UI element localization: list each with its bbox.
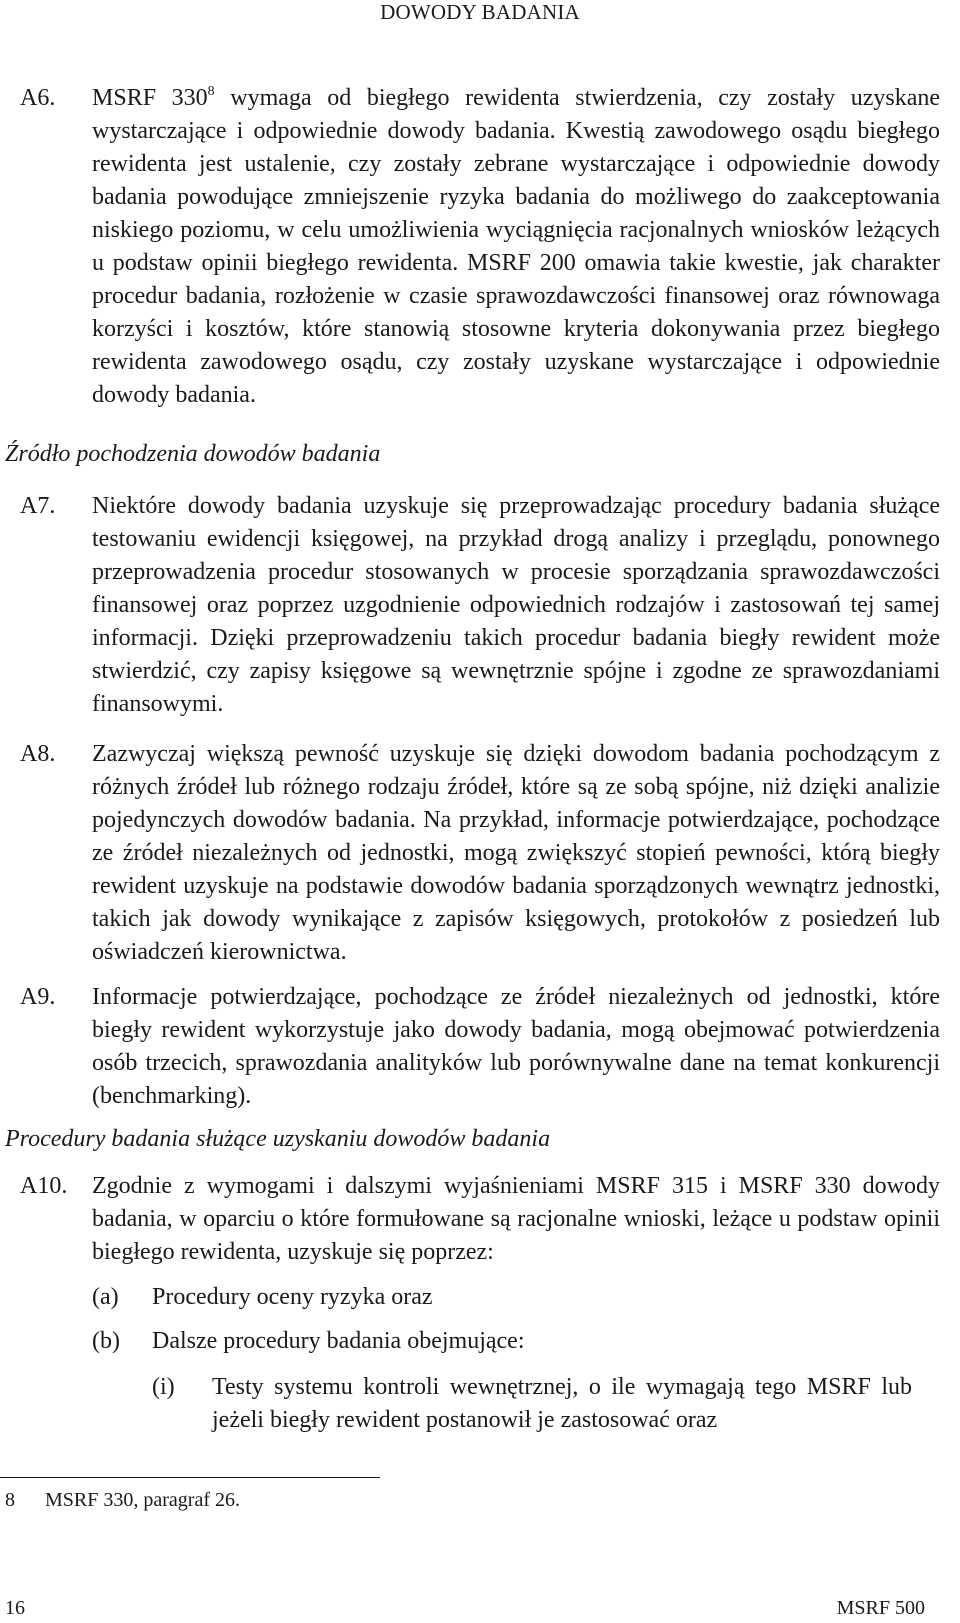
section-heading-source: Źródło pochodzenia dowodów badania bbox=[5, 441, 381, 467]
footnote-number: 8 bbox=[5, 1489, 15, 1511]
footnote-reference: 8 bbox=[207, 84, 215, 99]
paragraph-text: Zazwyczaj większą pewność uzyskuje się dzięki dowodom badania pochodzącym z różnych źródeł lub różnego rodzaju źródeł, które są ze sobą spójne, niż dzięki analizie pojedynczych dowodów badania. Na przykład, informacje potwierdzające, pochodzące ze źródeł niezależnych od jednostki, mogą zwiększyć stopień pewności, którą biegły rewident uzyskuje na podstawie dowodów badania sporządzonych wewnątrz jednostki, takich jak dowody wynikające z zapisów księgowych, protokołów z posiedzeń lub oświadczeń kierownictwa. bbox=[92, 741, 940, 965]
paragraph-text: Niektóre dowody badania uzyskuje się przeprowadzając procedury badania służące testowaniu ewidencji księgowej, na przykład drogą analizy i przeglądu, ponownego przeprowadzenia procedur stosowanych w procesie sporządzania sprawozdawczości finansowej oraz poprzez uzgodnienie odpowiednich rodzajów i zastosowań tej samej informacji. Dzięki przeprowadzeniu takich procedur badania biegły rewident może stwierdzić, czy zapisy księgowe są wewnętrznie spójne i zgodne ze sprawozdaniami finansowymi. bbox=[92, 493, 940, 717]
list-item-text: Procedury oceny ryzyka oraz bbox=[152, 1284, 433, 1310]
paragraph-a9 bbox=[20, 981, 940, 1113]
paragraph-a6 bbox=[20, 82, 940, 412]
list-item-i bbox=[152, 1371, 912, 1437]
footnote bbox=[5, 1488, 240, 1512]
paragraph-number: A6. bbox=[20, 85, 56, 111]
page-number: 16 bbox=[5, 1597, 25, 1619]
paragraph-a10 bbox=[20, 1170, 940, 1269]
paragraph-text-start: MSRF 330 bbox=[92, 85, 208, 111]
paragraph-text-rest: wymaga od biegłego rewidenta stwierdzenia, czy zostały uzyskane wystarczające i odpowiednie dowody badania. Kwestią zawodowego osądu biegłego rewidenta jest ustalenie, czy zostały zebrane wystarczające i odpowiednie dowody badania powodujące zmniejszenie ryzyka badania do możliwego do zaakceptowania niskiego poziomu, w celu umożliwienia wyciągnięcia racjonalnych wniosków leżących u podstaw opinii biegłego rewidenta. MSRF 200 omawia takie kwestie, jak charakter procedur badania, rozłożenie w czasie sprawozdawczości finansowej oraz równowaga korzyści i kosztów, które stanowią stosowne kryteria dokonywania przez biegłego rewidenta zawodowego osądu, czy zostały uzyskane wystarczające i odpowiednie dowody badania. bbox=[92, 85, 941, 408]
paragraph-text bbox=[92, 82, 940, 412]
paragraph-number: A9. bbox=[20, 984, 56, 1010]
section-heading-procedures: Procedury badania służące uzyskaniu dowodów badania bbox=[5, 1126, 551, 1152]
paragraph-number: A10. bbox=[20, 1173, 68, 1199]
footnote-divider bbox=[0, 1477, 380, 1478]
paragraph-text: Zgodnie z wymogami i dalszymi wyjaśnieniami MSRF 315 i MSRF 330 dowody badania, w oparciu o które formułowane są racjonalne wnioski, leżące u podstaw opinii biegłego rewidenta, uzyskuje się poprzez: bbox=[92, 1173, 940, 1265]
paragraph-number: A7. bbox=[20, 493, 56, 519]
footer-standard: MSRF 500 bbox=[836, 1597, 925, 1619]
list-item-label: (b) bbox=[92, 1328, 120, 1354]
list-item-text: Testy systemu kontroli wewnętrznej, o ile wymagają tego MSRF lub jeżeli biegły rewident postanowił je zastosować oraz bbox=[212, 1374, 912, 1433]
paragraph-number: A8. bbox=[20, 741, 56, 767]
list-item-label: (i) bbox=[152, 1374, 175, 1400]
paragraph-a7 bbox=[20, 490, 940, 721]
paragraph-a8 bbox=[20, 738, 940, 969]
list-item-b bbox=[92, 1325, 932, 1358]
list-item-text: Dalsze procedury badania obejmujące: bbox=[152, 1328, 525, 1354]
list-item-label: (a) bbox=[92, 1284, 119, 1310]
running-header: DOWODY BADANIA bbox=[380, 0, 580, 24]
footnote-text: MSRF 330, paragraf 26. bbox=[45, 1489, 240, 1511]
list-item-a bbox=[92, 1281, 932, 1314]
paragraph-text: Informacje potwierdzające, pochodzące ze źródeł niezależnych od jednostki, które biegły rewident wykorzystuje jako dowody badania, mogą obejmować potwierdzenia osób trzecich, sprawozdania analityków lub porównywalne dane na temat konkurencji (benchmarking). bbox=[92, 984, 940, 1109]
